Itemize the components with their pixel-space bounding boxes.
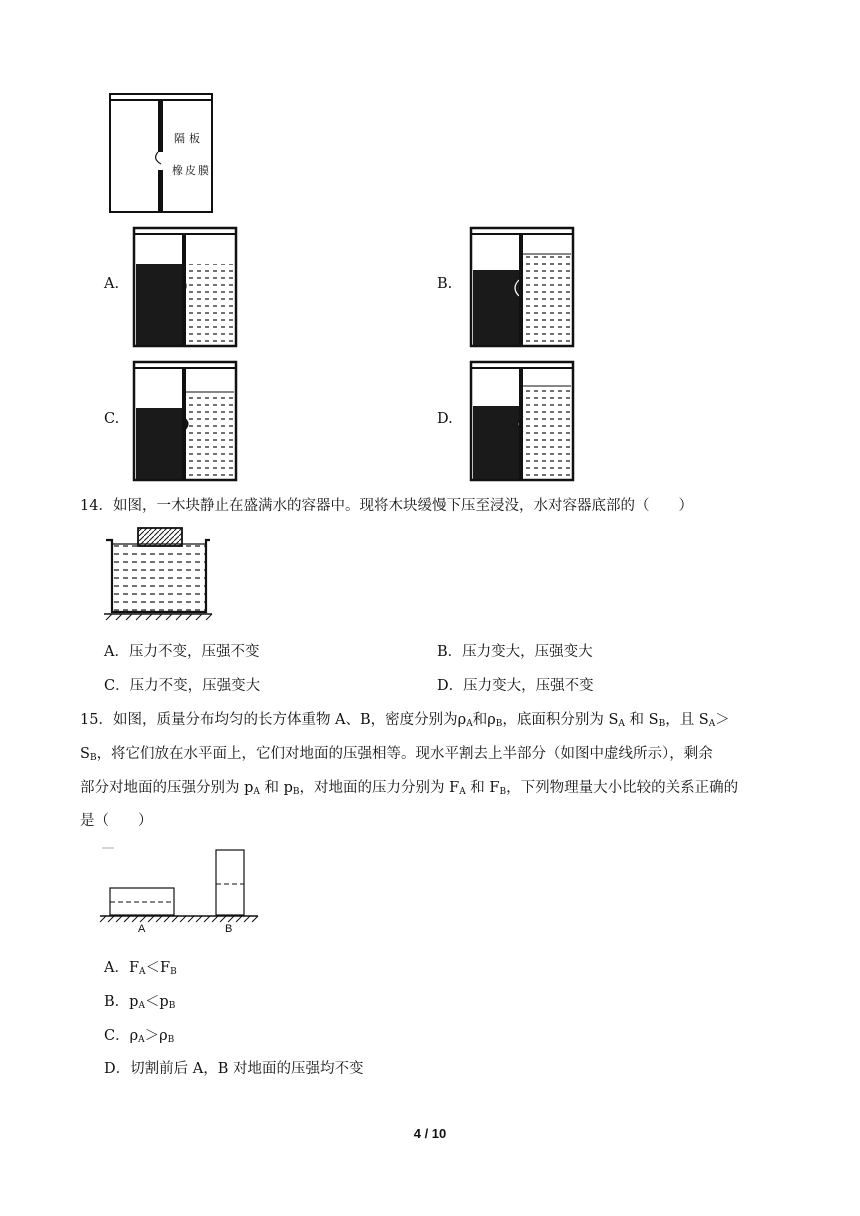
- q13-option-c-figure: [132, 360, 238, 482]
- q15-blocks-figure: [100, 846, 260, 938]
- q15-option-a: A．$F_A<F_B$: [104, 960, 177, 977]
- membrane-label: 橡皮膜: [172, 164, 211, 177]
- q14-container-figure: [104, 526, 212, 622]
- q14-option-c: C．压力不变，压强变大: [104, 678, 261, 694]
- q15-stem-line2: $S_B$，将它们放在水平面上，它们对地面的压强相等。现水平割去上半部分（如图中虚线所示），剩余: [80, 746, 713, 763]
- q13-option-d-letter: D.: [437, 411, 453, 427]
- q13-option-a-figure: [132, 226, 238, 348]
- q14-option-d: D．压力变大，压强不变: [437, 678, 594, 694]
- page-number: 4 / 10: [413, 1126, 447, 1141]
- q13-option-d-figure: [469, 360, 575, 482]
- q15-option-b: B．$p_A<p_B$: [104, 994, 176, 1011]
- block-b-label: B: [225, 923, 233, 935]
- partition-label: 隔板: [174, 132, 204, 145]
- block-a-label: A: [138, 923, 146, 935]
- q15-stem-line3: 部分对地面的压强分别为 $p_A$ 和 $p_B$，对地面的压力分别为 $F_A$ 和 $F_B$，下列物理量大小比较的关系正确的: [80, 780, 739, 797]
- q15-stem-line4: 是（ ）: [80, 813, 153, 829]
- q13-option-b-letter: B.: [437, 276, 453, 292]
- q13-option-b-figure: [469, 226, 575, 348]
- q14-option-b: B．压力变大，压强变大: [437, 644, 593, 660]
- q15-stem-line1: 15．如图，质量分布均匀的长方体重物 A、B，密度分别为$\rho_A$和$\rho_B$，底面积分别为 $S_A$ 和 $S_B$，且 $S_A>$: [80, 712, 730, 729]
- q15-option-c: C．$\rho_A>\rho_B$: [104, 1028, 175, 1045]
- q13-option-a-letter: A.: [104, 276, 120, 292]
- q15-option-d: D．切割前后 A，B 对地面的压强均不变: [104, 1061, 364, 1077]
- q14-stem: 14．如图，一木块静止在盛满水的容器中。现将木块缓慢下压至浸没，水对容器底部的（ ）: [80, 498, 693, 514]
- q13-option-c-letter: C.: [104, 411, 120, 427]
- q14-option-a: A．压力不变，压强不变: [104, 644, 260, 660]
- partition-container-figure: [108, 92, 214, 214]
